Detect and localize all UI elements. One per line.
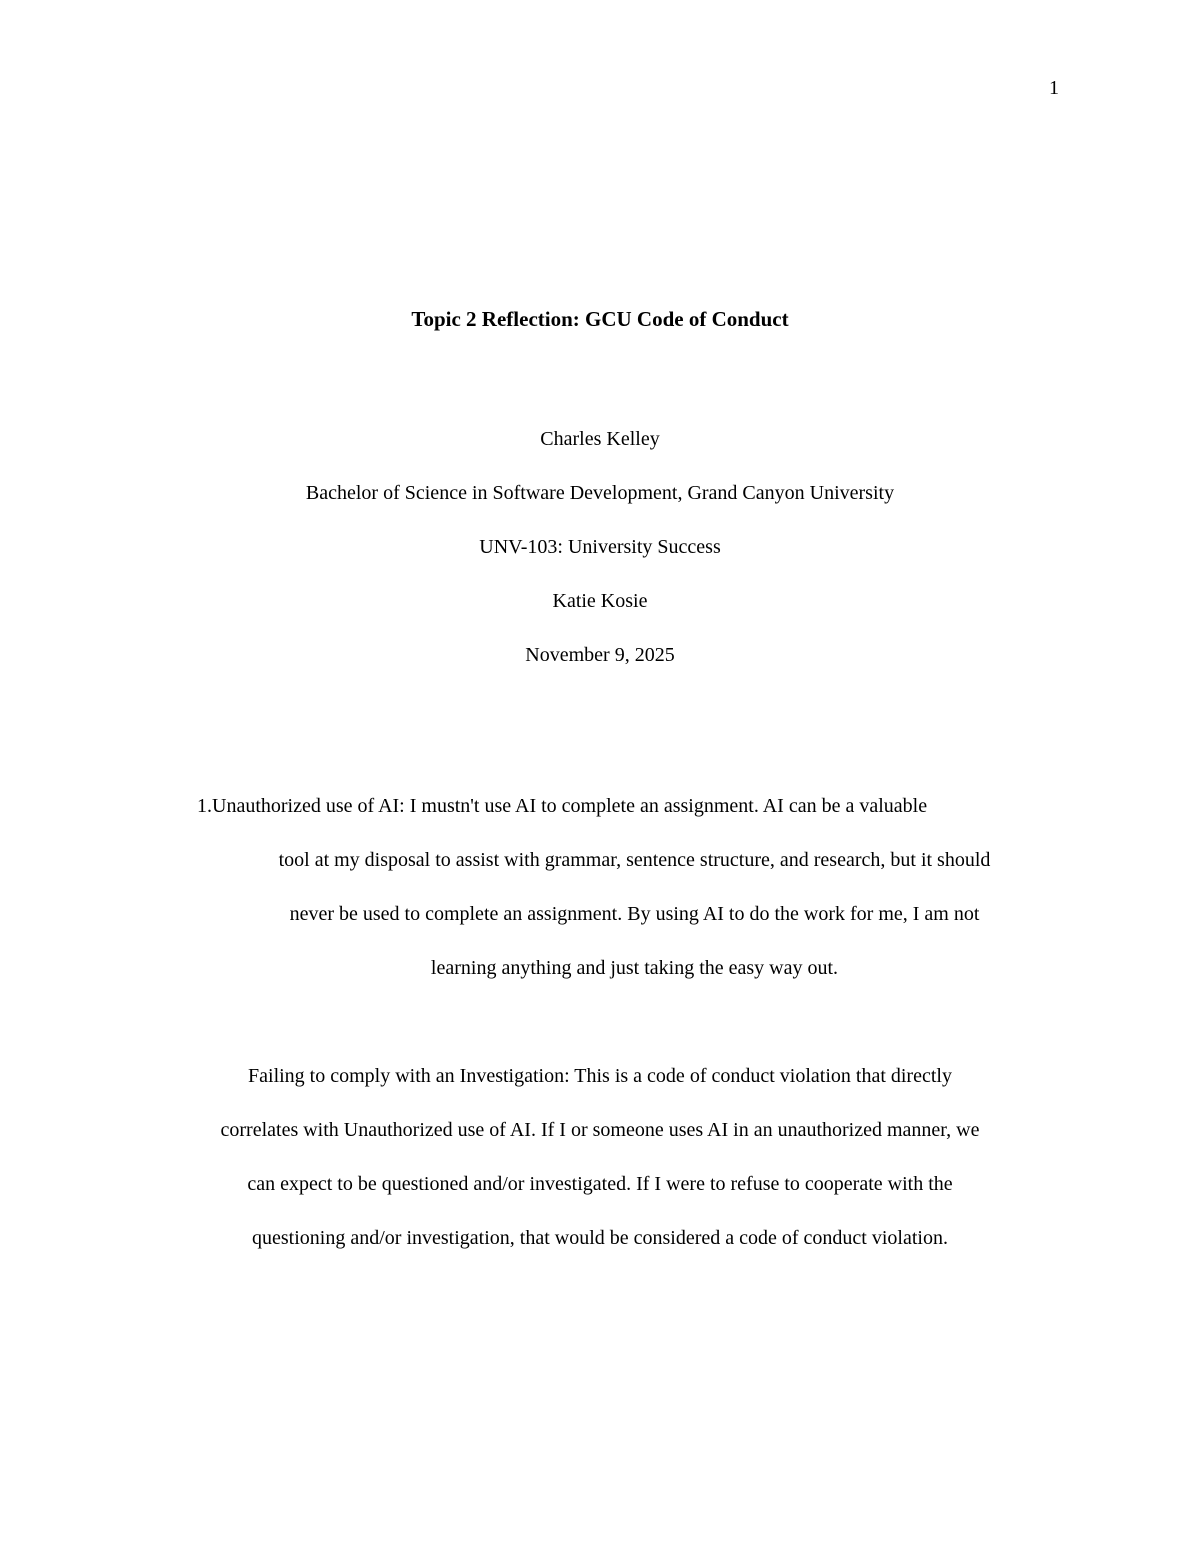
- submission-date: November 9, 2025: [525, 644, 675, 666]
- paragraph-line: can expect to be questioned and/or investigated. If I were to refuse to cooperate with the: [247, 1173, 953, 1195]
- list-number: 1.: [197, 795, 212, 817]
- paragraph-line: questioning and/or investigation, that would be considered a code of conduct violation.: [252, 1227, 948, 1249]
- list-item: [150, 779, 1070, 995]
- page-number: 1: [1049, 77, 1059, 99]
- list-line: learning anything and just taking the easy way out.: [430, 957, 839, 979]
- author-name: Charles Kelley: [540, 428, 660, 450]
- document-title: Topic 2 Reflection: GCU Code of Conduct: [411, 307, 789, 331]
- list-line: tool at my disposal to assist with grammar, sentence structure, and research, but it should: [278, 849, 991, 871]
- list-line: never be used to complete an assignment. By using AI to do the work for me, I am not: [289, 903, 980, 925]
- title-page-block: [150, 305, 1050, 682]
- list-line: Unauthorized use of AI: I mustn't use AI to complete an assignment. AI can be a valuable: [212, 795, 928, 817]
- paragraph-line: Failing to comply with an Investigation: This is a code of conduct violation that directly: [248, 1065, 952, 1087]
- instructor-name: Katie Kosie: [552, 590, 648, 612]
- list-item-text: [212, 779, 1057, 995]
- paragraph-line: correlates with Unauthorized use of AI. If I or someone uses AI in an unauthorized manner, we: [220, 1119, 980, 1141]
- program-affiliation: Bachelor of Science in Software Development, Grand Canyon University: [305, 482, 895, 504]
- numbered-list: [150, 779, 1070, 995]
- body-paragraph: [150, 1049, 1050, 1265]
- course-name: UNV-103: University Success: [479, 536, 721, 558]
